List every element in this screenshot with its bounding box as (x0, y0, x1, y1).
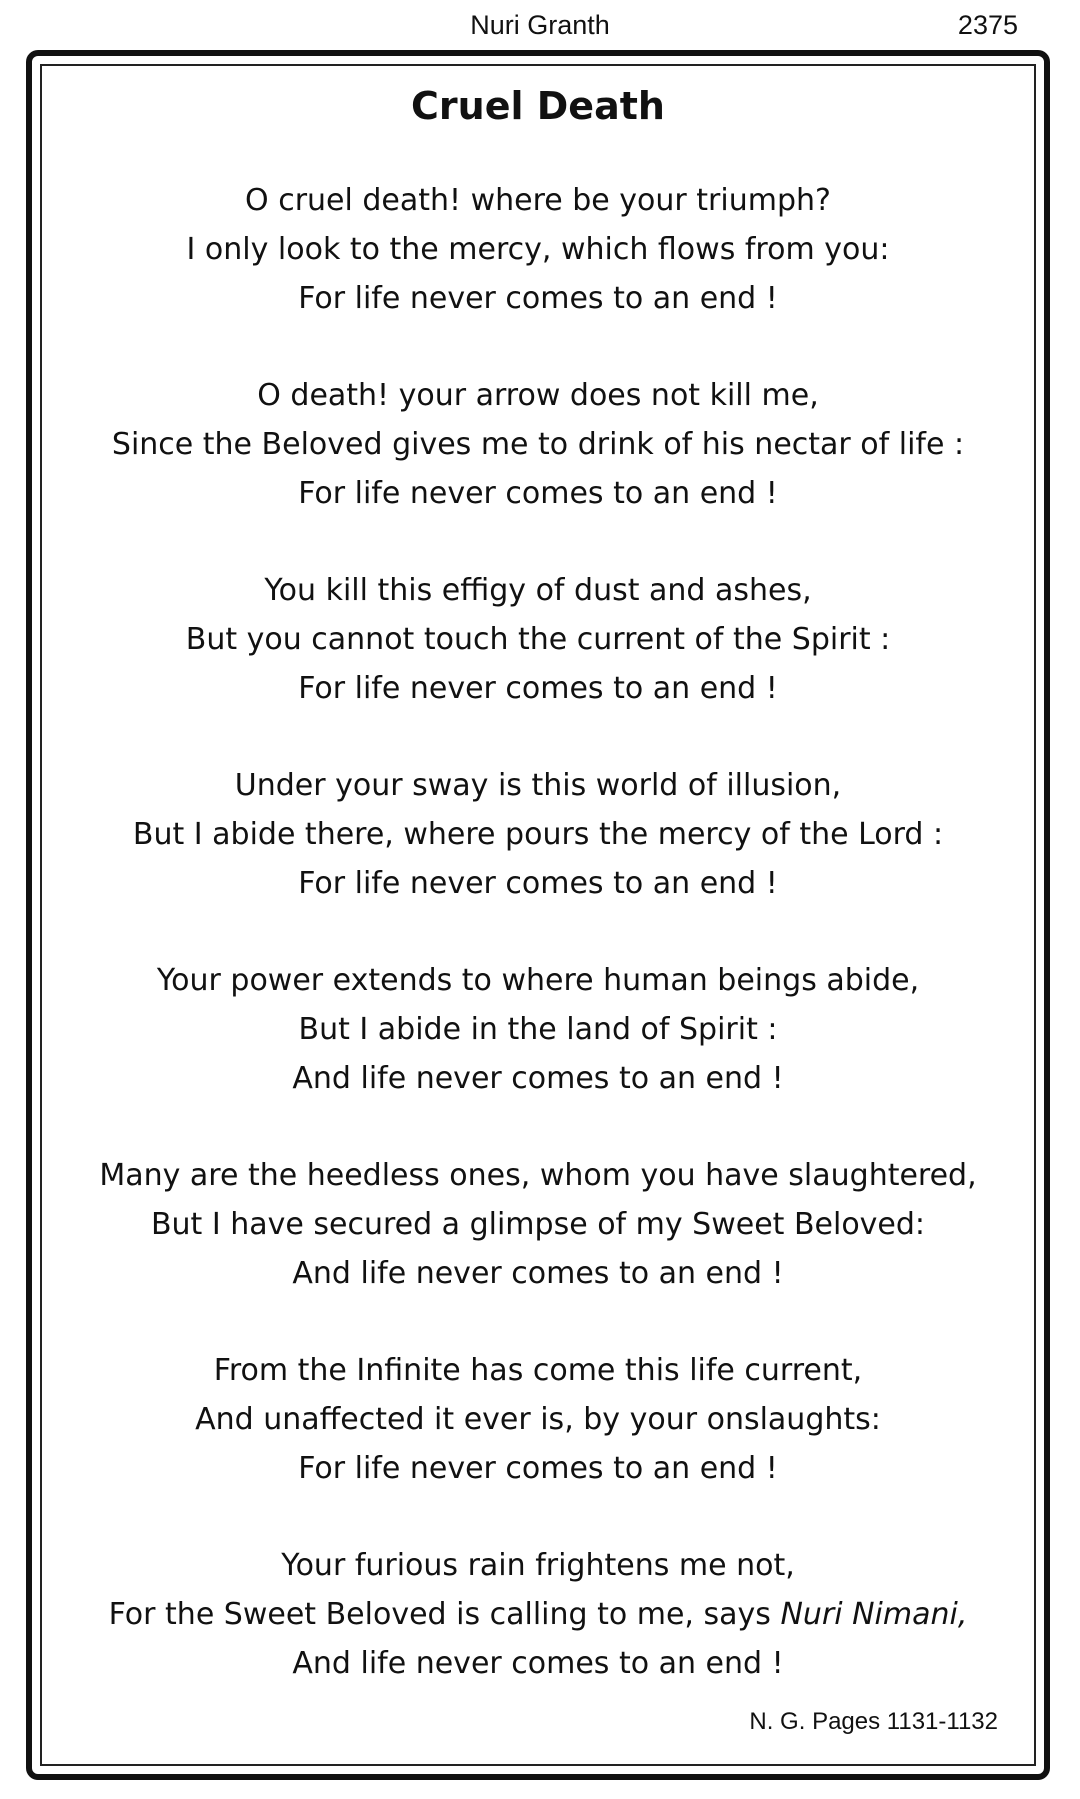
poem-line: I only look to the mercy, which flows from you: (186, 232, 890, 267)
poem-title: Cruel Death (411, 84, 665, 128)
poem-body (40, 176, 1036, 1688)
source-reference: N. G. Pages 1131-1132 (749, 1708, 998, 1735)
stanza-3 (40, 566, 1036, 713)
poem-refrain: For life never comes to an end ! (298, 866, 778, 901)
poem-line-with-author (40, 1590, 1036, 1639)
poem-line: Under your sway is this world of illusion, (234, 768, 842, 803)
stanza-2 (40, 371, 1036, 518)
poem-line: But I abide there, where pours the mercy of the Lord : (132, 817, 944, 852)
poem-line: Your power extends to where human beings abide, (156, 963, 920, 998)
poem-line: But I abide in the land of Spirit : (298, 1012, 778, 1047)
book-title: Nuri Granth (470, 10, 610, 40)
poem-refrain: And life never comes to an end ! (292, 1646, 784, 1681)
poem-line: O cruel death! where be your triumph? (245, 183, 831, 218)
stanza-4 (40, 761, 1036, 908)
poem-refrain: For life never comes to an end ! (298, 476, 778, 511)
poem-line: Since the Beloved gives me to drink of his nectar of life : (111, 427, 965, 462)
poem-refrain: And life never comes to an end ! (292, 1061, 784, 1096)
poem-line: From the Infinite has come this life current, (213, 1353, 863, 1388)
page-number: 2375 (957, 10, 1018, 40)
poem-line: Your furious rain frightens me not, (281, 1548, 795, 1583)
poem-refrain: For life never comes to an end ! (298, 281, 778, 316)
poem-refrain: For life never comes to an end ! (298, 1451, 778, 1486)
stanza-5 (40, 956, 1036, 1103)
stanza-7 (40, 1346, 1036, 1493)
running-head (0, 8, 1080, 48)
poem-line: And unaffected it ever is, by your onslaughts: (195, 1402, 881, 1437)
author-name: Nuri Nimani, (780, 1597, 968, 1632)
poem-line: But you cannot touch the current of the Spirit : (185, 622, 891, 657)
stanza-8 (40, 1541, 1036, 1688)
stanza-6 (40, 1151, 1036, 1298)
poem-line: You kill this effigy of dust and ashes, (264, 573, 812, 608)
poem-line: But I have secured a glimpse of my Sweet Beloved: (150, 1207, 926, 1242)
poem-refrain: And life never comes to an end ! (292, 1256, 784, 1291)
poem-line: O death! your arrow does not kill me, (257, 378, 819, 413)
poem-line-text: For the Sweet Beloved is calling to me, says (108, 1597, 781, 1632)
stanza-1 (40, 176, 1036, 323)
poem-line: Many are the heedless ones, whom you have slaughtered, (99, 1158, 977, 1193)
poem-refrain: For life never comes to an end ! (298, 671, 778, 706)
